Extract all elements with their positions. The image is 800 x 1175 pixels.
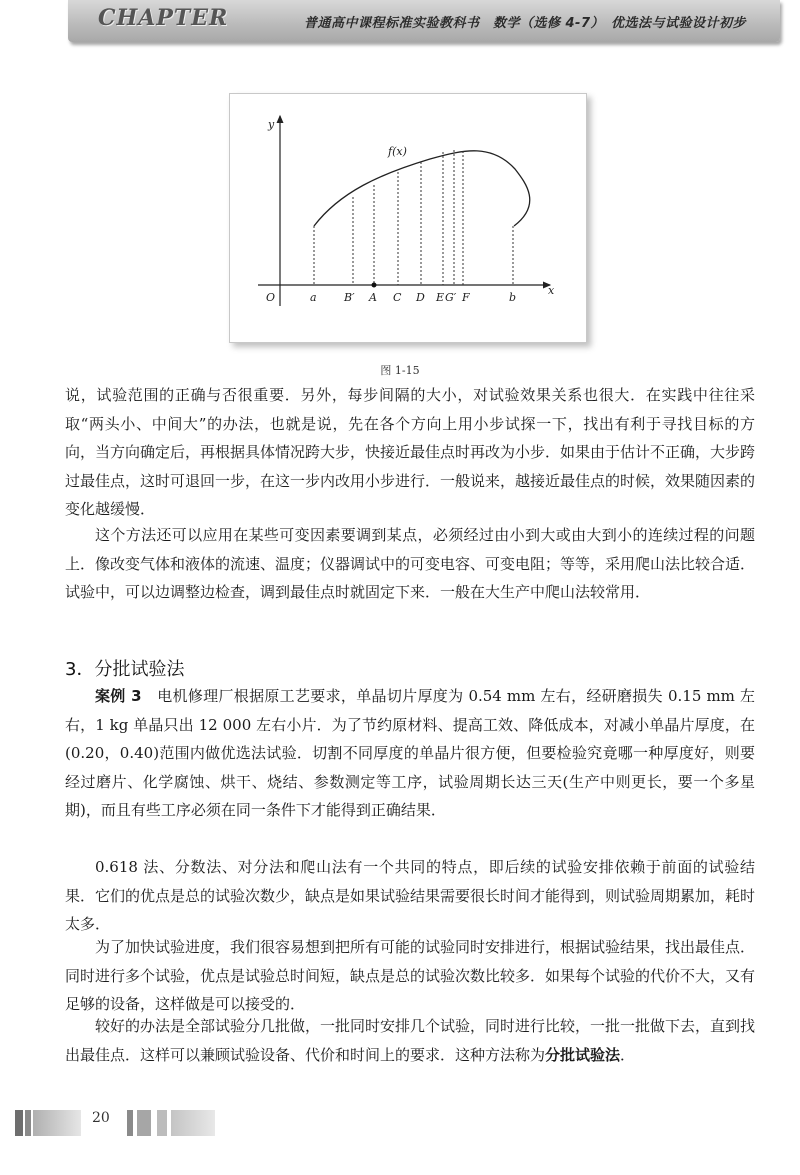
label-b: b (509, 291, 517, 304)
page-number: 20 (92, 1110, 110, 1126)
case-label: 案例 3 (95, 687, 142, 705)
curve-label: f(x) (388, 145, 407, 158)
footer-decoration (15, 1110, 215, 1136)
x-axis-label: x (548, 284, 555, 297)
paragraph-1-text: 说，试验范围的正确与否很重要．另外，每步间隔的大小，对试验效果关系也很大．在实践中往往采取“两头小、中间大”的办法，也就是说，先在各个方向上用小步试探一下，找出有利于寻找目标的方向，当方向确定后，再根据具体情况跨大步，快接近最佳点时再改为小步．如果由于估计不正确，大步跨过最佳点，这时可退回一步，在这一步内改用小步进行．一般说来，越接近最佳点的时候，效果随因素的变化越缓慢． (65, 386, 756, 519)
section-title: 3．分批试验法 (65, 659, 185, 680)
paragraph-5 (65, 933, 755, 1019)
figure-caption: 图 1-15 (380, 364, 420, 377)
paragraph-2-text: 这个方法还可以应用在某些可变因素要调到某点，必须经过由小到大或由大到小的连续过程的问题上．像改变气体和液体的流速、温度；仪器调试中的可变电容、可变电阻；等等，采用爬山法比较合适．试验中，可以边调整边检查，调到最佳点时就固定下来．一般在大生产中爬山法较常用． (65, 526, 756, 602)
label-A: A (369, 291, 377, 304)
case-3-text: 电机修理厂根据原工艺要求，单晶切片厚度为 0.54 mm 左右，经研磨损失 0.15 mm 左右，1 kg 单晶只出 12 000 左右小片．为了节约原材料、提高工效、降低成本，对减小单晶片厚度，在(0.20，0.40)范围内做优选法试验．切割不同厚度的单晶片很方便，但要检验究竟哪一种厚度好，则要经过磨片、化学腐蚀、烘干、烧结、参数测定等工序，试验周期长达三天(生产中则更长，要一个多星期)，而且有些工序必须在同一条件下才能得到正确结果． (65, 687, 755, 820)
point-A-dot (372, 283, 377, 288)
paragraph-4-text: 0.618 法、分数法、对分法和爬山法有一个共同的特点，即后续的试验安排依赖于前面的试验结果．它们的优点是总的试验次数少，缺点是如果试验结果需要很长时间才能得到，则试验周期累加，耗时太多． (65, 858, 756, 934)
label-D: D (416, 291, 425, 304)
label-E: E (436, 291, 445, 304)
paragraph-6-end: ． (620, 1045, 636, 1064)
book-title: 普通高中课程标准实验教科书 数学（选修 4-7） 优选法与试验设计初步 (303, 16, 746, 31)
figure-1-15 (229, 93, 587, 343)
paragraph-case-3 (65, 682, 755, 825)
paragraph-1 (65, 381, 755, 524)
paragraph-5-text: 为了加快试验进度，我们很容易想到把所有可能的试验同时安排进行，根据试验结果，找出最佳点．同时进行多个试验，优点是试验总时间短，缺点是总的试验次数比较多．如果每个试验的代价不大，又有足够的设备，这样做是可以接受的． (65, 938, 756, 1014)
dashed-guides (314, 150, 513, 285)
curve-fx (314, 151, 530, 226)
origin-label: O (266, 291, 276, 304)
paragraph-4 (65, 853, 755, 939)
term-batch-method: 分批试验法 (545, 1045, 621, 1064)
y-axis-label: y (268, 118, 275, 131)
label-b-prime: B′ (344, 291, 355, 304)
paragraph-2 (65, 521, 755, 607)
label-G-prime: G′ (445, 291, 457, 304)
chapter-word: CHAPTER (98, 5, 229, 31)
label-C: C (393, 291, 402, 304)
label-F: F (462, 291, 470, 304)
function-graph (230, 94, 586, 342)
label-a: a (310, 291, 317, 304)
paragraph-6-text: 较好的办法是全部试验分几批做，一批同时安排几个试验，同时进行比较，一批一批做下去，直到找出最佳点．这样可以兼顾试验设备、代价和时间上的要求．这种方法称为 (65, 1017, 756, 1064)
paragraph-6 (65, 1012, 755, 1069)
chapter-header (68, 0, 780, 42)
